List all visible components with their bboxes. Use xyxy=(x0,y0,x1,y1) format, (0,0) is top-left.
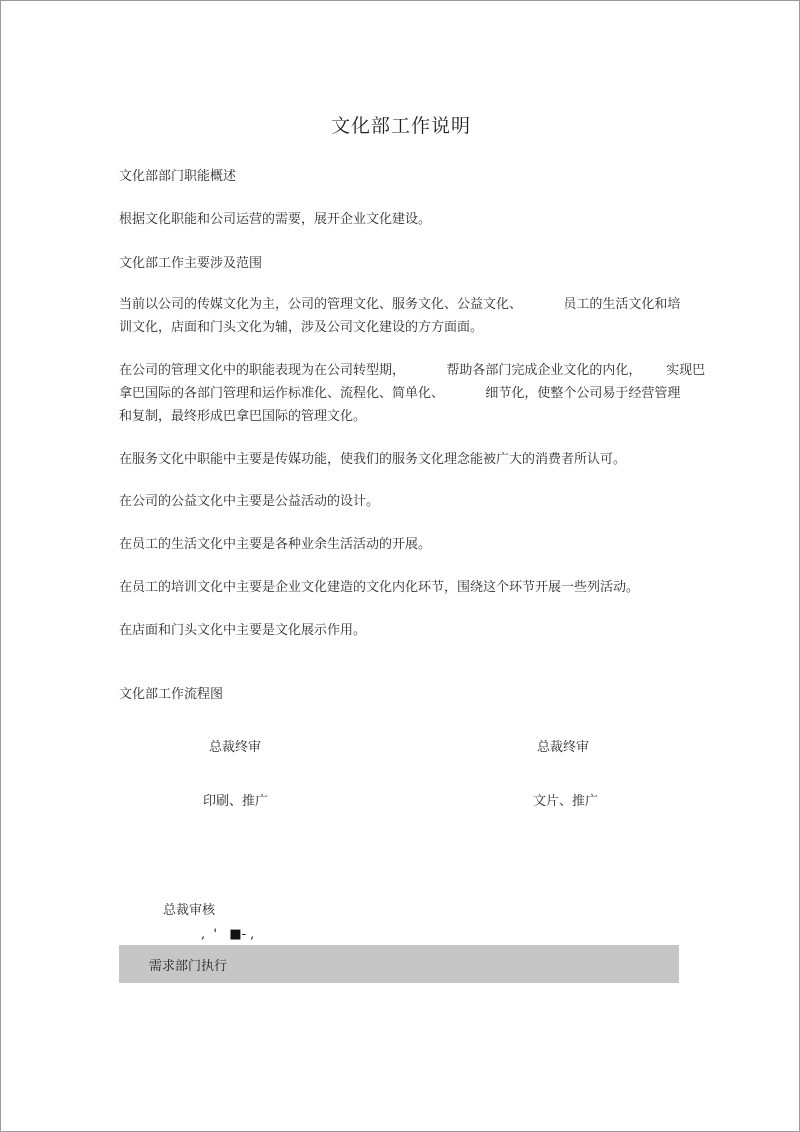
public-welfare-paragraph: 在公司的公益文化中主要是公益活动的设计。 xyxy=(119,494,380,509)
flow-execution-label: 需求部门执行 xyxy=(149,959,228,974)
document-title: 文化部工作说明 xyxy=(330,115,471,137)
flow-connector-marks: , ' ■- , xyxy=(201,927,255,942)
management-paragraph-line-2: 拿巴国际的各部门管理和运作标准化、流程化、简单化、 细节化，使整个公司易于经营管理 xyxy=(119,386,681,401)
scope-paragraph-line-1: 当前以公司的传媒文化为主，公司的管理文化、服务文化、公益文化、 员工的生活文化和培 xyxy=(119,297,681,312)
service-paragraph: 在服务文化中职能中主要是传媒功能，使我们的服务文化理念能被广大的消费者所认可。 xyxy=(119,452,627,467)
scope-heading: 文化部工作主要涉及范围 xyxy=(119,256,263,271)
flow-execution-band xyxy=(119,945,679,983)
flow-left-action: 印刷、推广 xyxy=(203,794,269,809)
flow-audit: 总裁审核 xyxy=(163,903,216,918)
overview-text: 根据文化职能和公司运营的需要，展开企业文化建设。 xyxy=(119,212,432,227)
scope-paragraph-line-2: 训文化，店面和门头文化为辅，涉及公司文化建设的方方面面。 xyxy=(119,320,484,335)
overview-heading: 文化部部门职能概述 xyxy=(119,169,237,184)
management-paragraph-line-3: 和复制，最终形成巴拿巴国际的管理文化。 xyxy=(119,409,367,424)
employee-training-paragraph: 在员工的培训文化中主要是企业文化建造的文化内化环节，围绕这个环节开展一些列活动。 xyxy=(119,580,640,595)
flow-right-final-review: 总裁终审 xyxy=(537,740,590,755)
management-paragraph-line-1: 在公司的管理文化中的职能表现为在公司转型期， 帮助各部门完成企业文化的内化， 实现巴 xyxy=(119,363,706,378)
flow-right-action: 文片、推广 xyxy=(533,794,599,809)
flow-left-final-review: 总裁终审 xyxy=(209,740,262,755)
employee-life-paragraph: 在员工的生活文化中主要是各种业余生活活动的开展。 xyxy=(119,537,432,552)
storefront-paragraph: 在店面和门头文化中主要是文化展示作用。 xyxy=(119,623,367,638)
flowchart-heading: 文化部工作流程图 xyxy=(119,687,224,702)
